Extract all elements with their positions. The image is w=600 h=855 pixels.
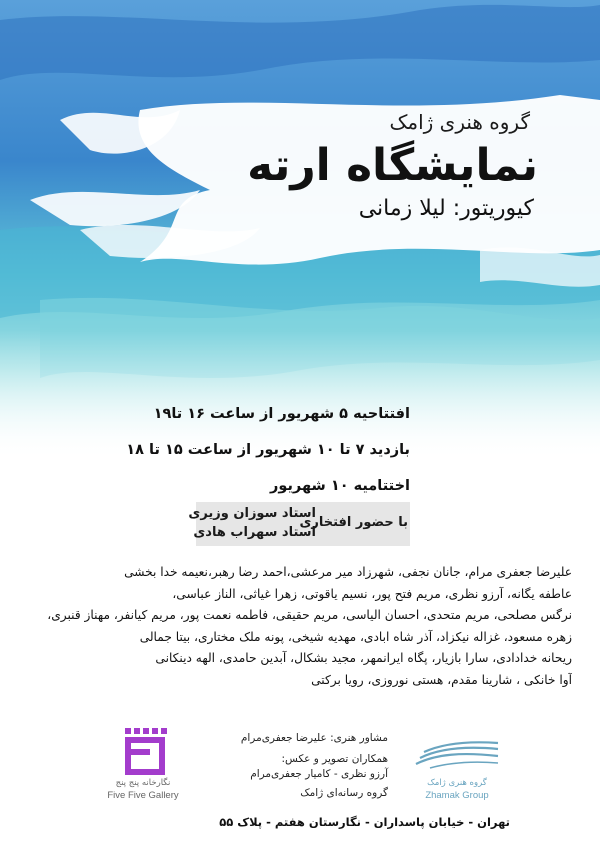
collaborators-names: آرزو نظری - کامیار جعفری‌مرام [250,768,388,780]
zhamak-group-logo-icon [412,736,502,772]
artists-line: عاطفه یگانه، آرزو نظری، مریم فتح پور، نسیم یاقوتی، زهرا غیاثی، الناز عباسی، [172,586,572,601]
art-advisor: مشاور هنری: علیرضا جعفری‌مرام [240,732,388,744]
five-five-name-fa: نگارخانه پنج پنج [115,778,171,788]
opening-time: افتتاحیه ۵ شهریور از ساعت ۱۶ تا۱۹ [153,406,410,422]
visit-time: بازدید ۷ تا ۱۰ شهریور از ساعت ۱۵ تا ۱۸ [126,442,410,458]
artists-line: آوا خانکی ، شارینا مقدم، هستی نوروزی، رویا برکتی [311,672,572,687]
zhamak-name-fa: گروه هنری ژامک [427,778,487,788]
honorary-label: با حضور افتخاری [299,515,408,530]
address-line: تهران - خیابان پاسداران - نگارستان هفتم - پلاک ۵۵ [219,815,510,829]
collaborators-label: همکاران تصویر و عکس: [281,753,388,765]
zhamak-name-en: Zhamak Group [425,790,489,801]
honorary-name-1: استاد سوزان وزیری [188,506,316,521]
closing-time: اختتامیه ۱۰ شهریور [270,478,410,494]
artists-line: نرگس مصلحی، مریم متحدی، احسان الیاسی، مریم حقیقی، فاطمه نعمت پور، مریم کیانفر، مهناز قنبری، [47,608,572,623]
artists-line: علیرضا جعفری مرام، جانان نجفی، شهرزاد میر مرعشی،احمد رضا رهبر،نعیمه خدا بخشی [124,565,572,579]
honorary-name-2: استاد سهراب هادی [193,525,316,540]
artists-list [28,562,572,692]
curator-line: کیوریتور: لیلا زمانی [358,196,534,221]
media-group: گروه رسانه‌ای ژامک [300,787,388,799]
group-name: گروه هنری ژامک [389,110,530,134]
exhibition-title: نمایشگاه ارته [247,140,538,191]
artists-line: ریحانه خدادادی، سارا بازیار، پگاه ایرانمهر، مجید بشکال، آبدین حامدی، الهه دینکانی [155,651,572,666]
five-five-gallery-logo-icon [120,726,170,778]
artists-line: زهره مسعود، غزاله نیکزاد، آذر شاه ابادی، مهدیه شیخی، پونه ملک مختاری، بیتا جمالی [139,629,572,644]
five-five-name-en: Five Five Gallery [107,790,179,801]
